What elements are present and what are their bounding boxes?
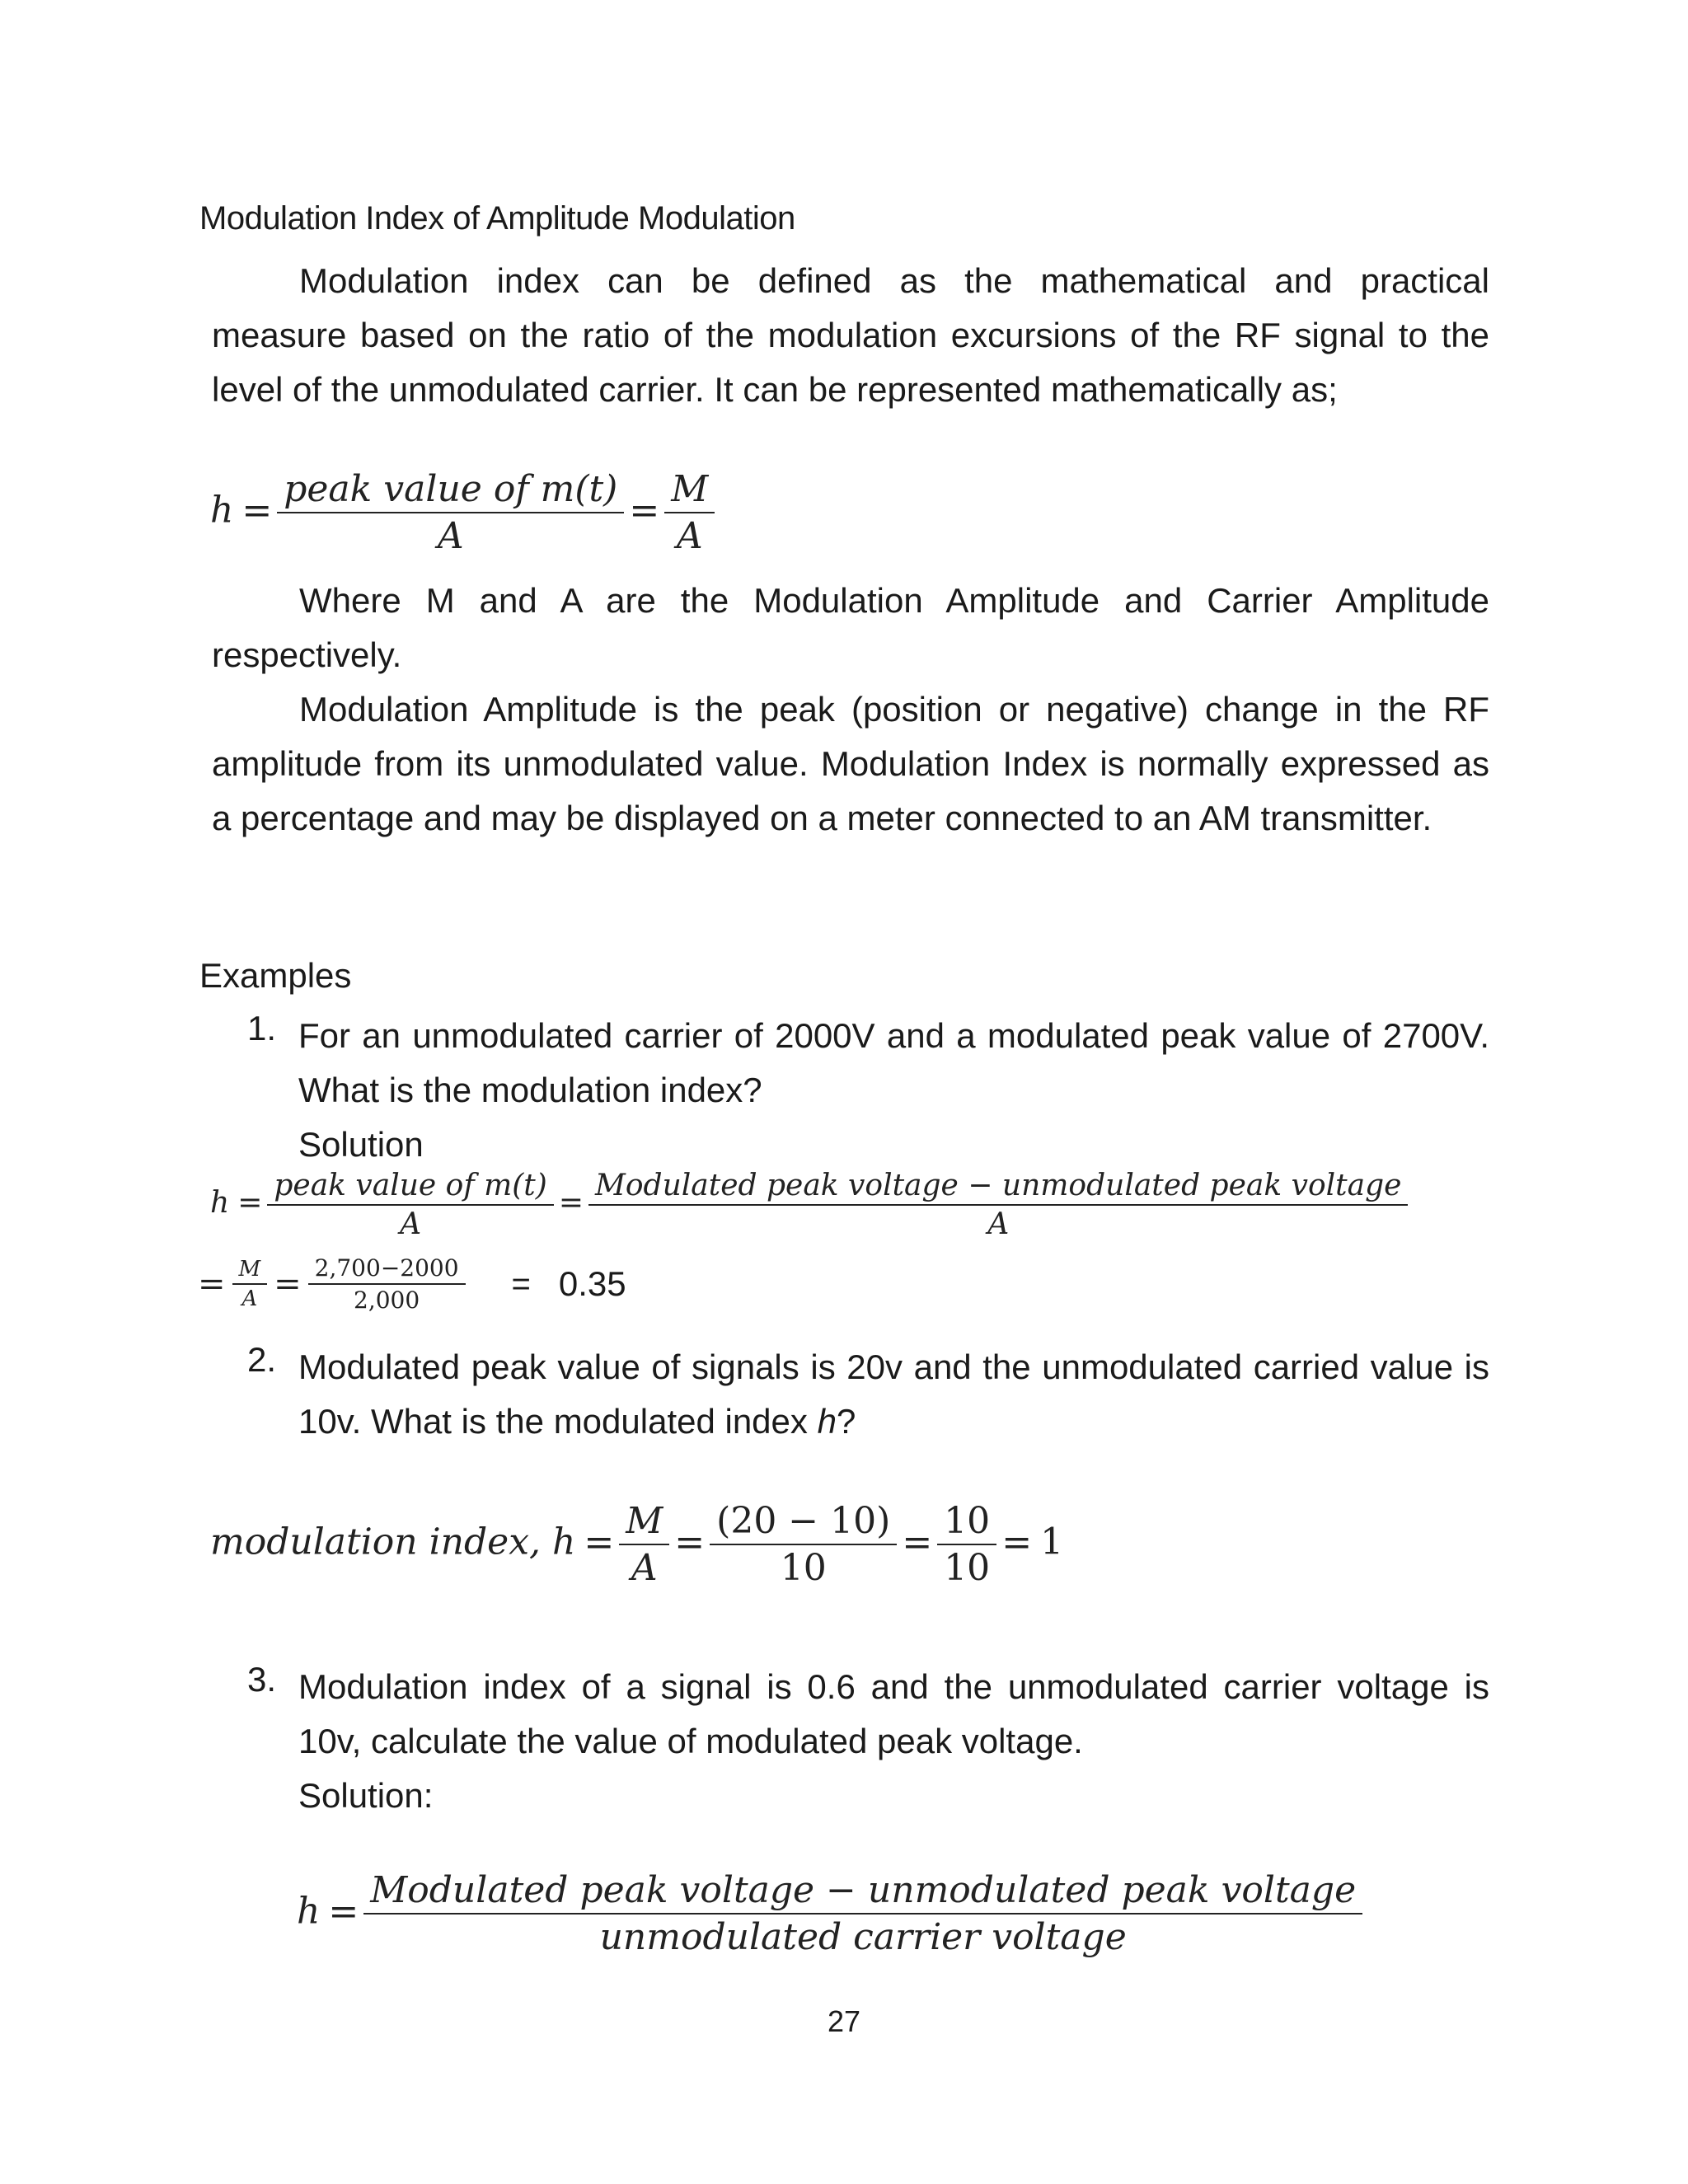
intro-line-1: Modulation index can be defined as the mathematical and practical <box>299 261 1489 300</box>
equals-sign: = <box>1001 1521 1033 1563</box>
fraction <box>940 1500 993 1589</box>
fraction-numerator: Modulated peak voltage − unmodulated peak voltage <box>594 1169 1402 1202</box>
examples-heading: Examples <box>199 956 352 995</box>
where-line-1: Where M and A are the Modulation Amplitude and Carrier Amplitude <box>299 581 1489 620</box>
equals-sign: = <box>237 1186 263 1220</box>
example-2-result: 1 <box>1040 1521 1064 1563</box>
fraction-numerator: 10 <box>944 1500 991 1542</box>
fraction <box>236 1257 265 1311</box>
fraction-denominator: A <box>267 1204 553 1241</box>
fraction <box>592 1169 1404 1241</box>
example-1-number: 1. <box>247 1009 277 1047</box>
fraction-numerator: 2,700−2000 <box>314 1254 459 1282</box>
fraction-numerator: peak value of m(t) <box>274 1169 547 1202</box>
formula-lhs: h <box>210 489 234 532</box>
formula-example-3 <box>297 1869 1359 1958</box>
where-line-2: respectively. <box>212 635 402 674</box>
formula-lhs: modulation index, h <box>210 1521 576 1563</box>
intro-paragraph <box>212 254 1489 417</box>
formula-example-2 <box>210 1500 1063 1589</box>
amplitude-paragraph <box>212 682 1489 846</box>
page-number: 27 <box>827 2004 861 2038</box>
intro-rest: measure based on the ratio of the modulation excursions of the RF signal to the level of the unmodulated carrier. It can be represented mathematically as; <box>212 316 1489 409</box>
fraction-denominator: unmodulated carrier voltage <box>363 1913 1362 1958</box>
equals-sign: = <box>241 489 273 532</box>
fraction-denominator: A <box>664 512 715 557</box>
example-3-question: Modulation index of a signal is 0.6 and the unmodulated carrier voltage is 10v, calculate the value of modulated peak voltage. Solution: <box>298 1660 1489 1823</box>
example-3-number: 3. <box>247 1660 277 1699</box>
formula-lhs: h <box>297 1890 321 1933</box>
variable-h: h <box>817 1402 837 1441</box>
fraction <box>270 1169 550 1241</box>
equals-sign: = <box>584 1521 615 1563</box>
fraction-denominator: 10 <box>710 1544 897 1589</box>
formula-modulation-index <box>210 468 711 557</box>
section-heading: Modulation Index of Amplitude Modulation <box>199 200 795 237</box>
equals-sign: = <box>274 1265 302 1303</box>
equals-sign: = <box>674 1521 706 1563</box>
amplitude-rest: amplitude from its unmodulated value. Modulation Index is normally expressed as a percentage and may be displayed on a meter connected to an AM transmitter. <box>212 744 1489 837</box>
fraction-denominator: A <box>277 512 624 557</box>
fraction-denominator: A <box>619 1544 669 1589</box>
equals-sign: = <box>511 1265 531 1302</box>
example-1-result: 0.35 <box>558 1264 626 1303</box>
formula-example-1-definition <box>210 1169 1404 1241</box>
equals-sign: = <box>629 489 660 532</box>
fraction-numerator: peak value of m(t) <box>284 468 618 510</box>
formula-lhs: h <box>210 1186 230 1220</box>
equals-sign: = <box>558 1186 584 1220</box>
equals-sign: = <box>902 1521 933 1563</box>
equals-sign: = <box>328 1890 359 1933</box>
where-paragraph <box>212 574 1489 682</box>
fraction-denominator: A <box>588 1204 1408 1241</box>
fraction-denominator: A <box>232 1283 268 1311</box>
fraction <box>367 1869 1359 1958</box>
fraction-denominator: 2,000 <box>308 1283 466 1314</box>
fraction-numerator: M <box>671 468 709 510</box>
fraction <box>280 468 621 557</box>
fraction-numerator: M <box>626 1500 663 1542</box>
equals-sign: = <box>198 1265 226 1303</box>
example-1-question: For an unmodulated carrier of 2000V and a modulated peak value of 2700V. What is the modulation index? Solution <box>298 1009 1489 1172</box>
amplitude-line-1: Modulation Amplitude is the peak (position or negative) change in the RF <box>299 690 1489 729</box>
formula-example-1-calculation <box>198 1254 626 1314</box>
fraction <box>622 1500 666 1589</box>
fraction-denominator: 10 <box>937 1544 996 1589</box>
fraction <box>713 1500 893 1589</box>
fraction-numerator: Modulated peak voltage − unmodulated peak voltage <box>370 1869 1357 1911</box>
example-3-solution-label: Solution: <box>298 1776 434 1815</box>
example-2-number: 2. <box>247 1340 277 1379</box>
fraction-numerator: (20 − 10) <box>716 1500 891 1542</box>
fraction-numerator: M <box>238 1257 261 1282</box>
fraction <box>312 1254 462 1314</box>
fraction <box>668 468 711 557</box>
example-1-solution-label: Solution <box>298 1125 424 1164</box>
example-2-question: Modulated peak value of signals is 20v and the unmodulated carried value is 10v. What is the modulated index h? <box>298 1347 1489 1441</box>
